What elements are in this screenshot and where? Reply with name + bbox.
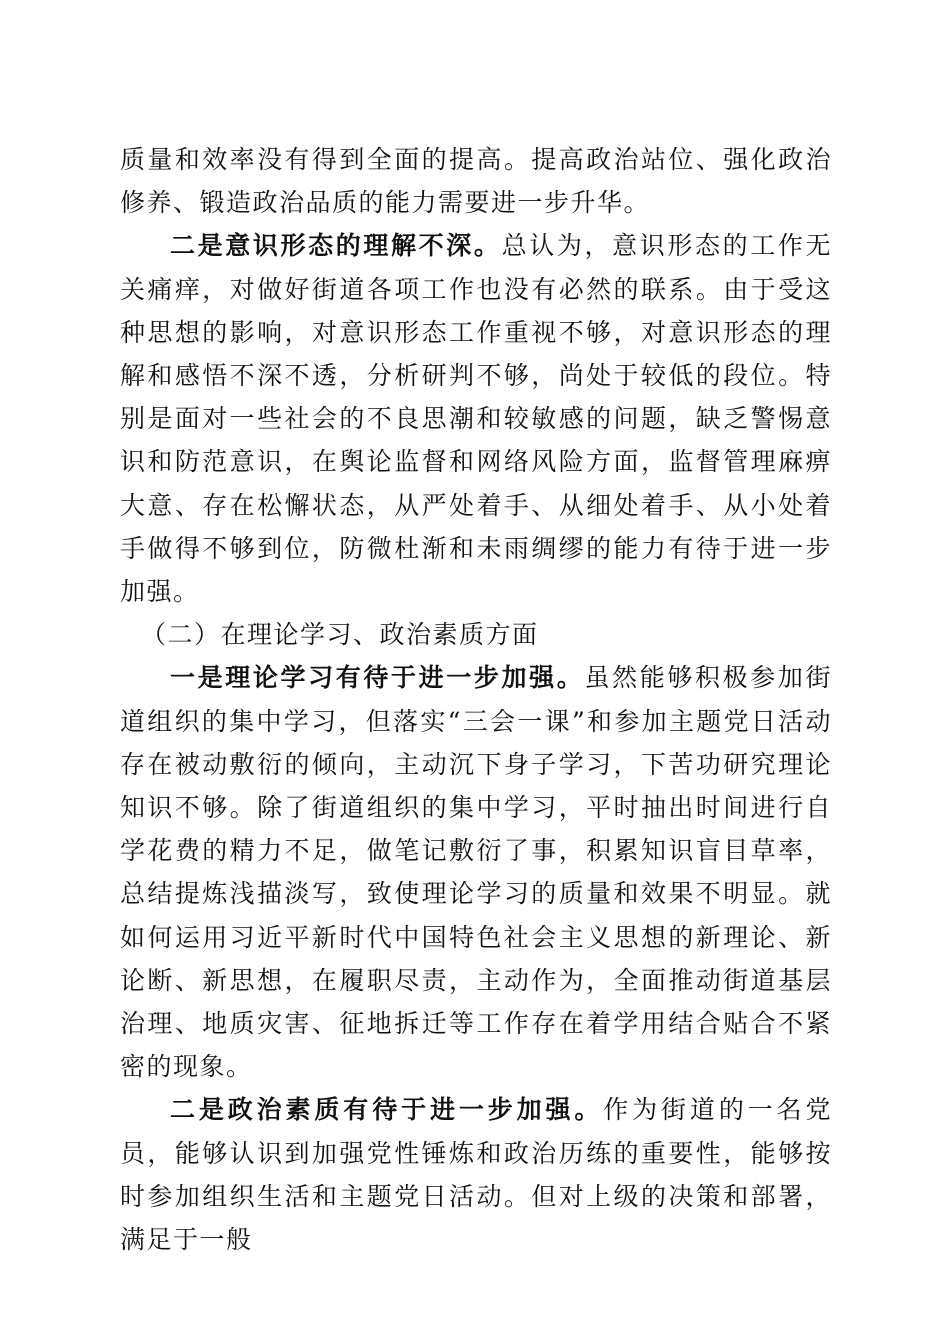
paragraph-ideology: [120, 224, 832, 613]
document-page: [120, 138, 832, 1261]
paragraph-lead: 二是政治素质有待于进一步加强。: [170, 1095, 604, 1125]
paragraph-lead: 二是意识形态的理解不深。: [170, 231, 502, 261]
paragraph-continued: [120, 138, 832, 224]
paragraph-text: 质量和效率没有得到全面的提高。提高政治站位、强化政治修养、锻造政治品质的能力需要进一步升华。: [120, 145, 832, 218]
section-heading: （二）在理论学习、政治素质方面: [141, 620, 539, 650]
paragraph-text: 总认为，意识形态的工作无关痛痒，对做好街道各项工作也没有必然的联系。由于受这种思想的影响，对意识形态工作重视不够，对意识形态的理解和感悟不深不透，分析研判不够，尚处于较低的段位。特别是面对一些社会的不良思潮和较敏感的问题，缺乏警惕意识和防范意识，在舆论监督和网络风险方面，监督管理麻痹大意、存在松懈状态，从严处着手、从细处着手、从小处着手做得不够到位，防微杜渐和未雨绸缪的能力有待于进一步加强。: [120, 231, 832, 607]
paragraph-political-quality: [120, 1088, 832, 1261]
paragraph-text: 作为街道的一名党员，能够认识到加强党性锤炼和政治历练的重要性，能够按时参加组织生活和主题党日活动。但对上级的决策和部署，满足于一般: [120, 1095, 832, 1255]
paragraph-theory-study: [120, 656, 832, 1088]
paragraph-lead: 一是理论学习有待于进一步加强。: [170, 663, 585, 693]
paragraph-text: 虽然能够积极参加街道组织的集中学习，但落实“三会一课”和参加主题党日活动存在被动敷衍的倾向，主动沉下身子学习，下苦功研究理论知识不够。除了街道组织的集中学习，平时抽出时间进行自学花费的精力不足，做笔记敷衍了事，积累知识盲目草率，总结提炼浅描淡写，致使理论学习的质量和效果不明显。就如何运用习近平新时代中国特色社会主义思想的新理论、新论断、新思想，在履职尽责，主动作为，全面推动街道基层治理、地质灾害、征地拆迁等工作存在着学用结合贴合不紧密的现象。: [120, 663, 832, 1082]
